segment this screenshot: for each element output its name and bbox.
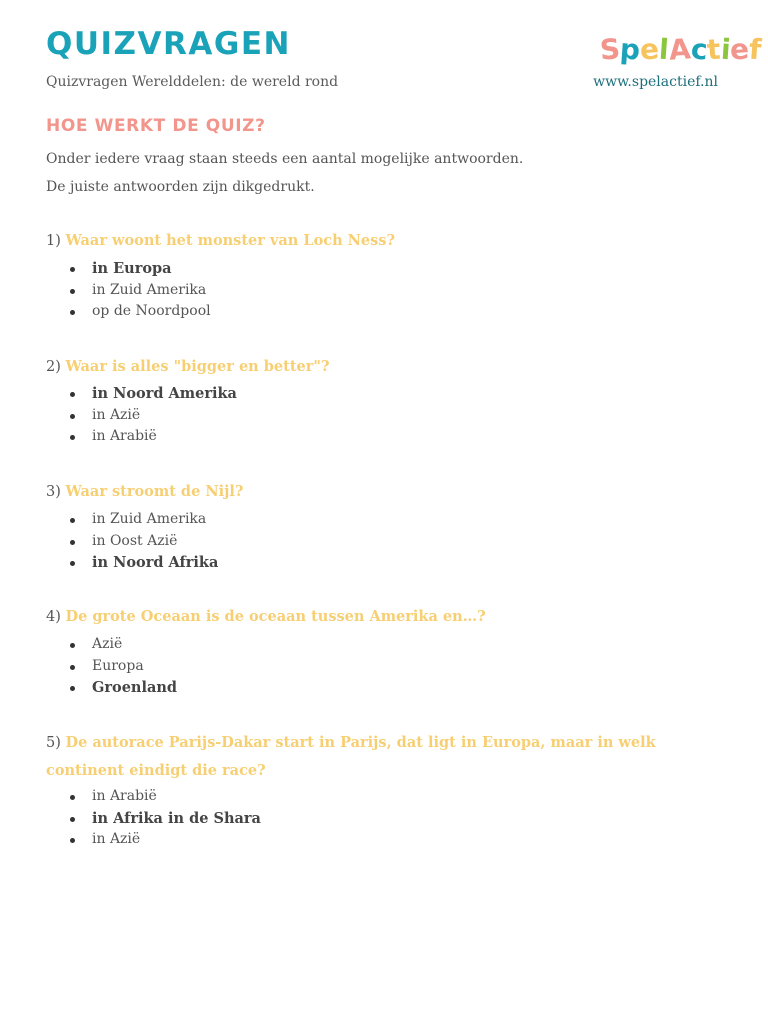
answer-item: in Europa — [70, 258, 211, 280]
answer-item: in Zuid Amerika — [70, 509, 218, 531]
logo-letter: l — [658, 32, 671, 67]
logo-letter: c — [689, 32, 709, 67]
intro-line-2: De juiste antwoorden zijn dikgedrukt. — [46, 179, 315, 195]
how-it-works-heading: HOE WERKT DE QUIZ? — [46, 116, 266, 136]
question-3 — [46, 478, 722, 506]
answer-item: in Azië — [70, 829, 261, 851]
answer-item: Europa — [70, 656, 177, 678]
question-text: Waar stroomt de Nijl? — [65, 483, 244, 500]
answer-item: Groenland — [70, 677, 177, 699]
question-2 — [46, 353, 722, 381]
question-5 — [46, 729, 722, 785]
page-subtitle: Quizvragen Werelddelen: de wereld rond — [46, 74, 339, 90]
website-link[interactable]: www.spelactief.nl — [593, 74, 718, 90]
answer-item: Azië — [70, 634, 177, 656]
question-number: 5) — [46, 735, 61, 751]
question-number: 4) — [46, 609, 61, 625]
answer-item: in Arabië — [70, 426, 237, 448]
question-number: 3) — [46, 484, 61, 500]
logo-letter: e — [728, 32, 751, 67]
answer-item: in Azië — [70, 405, 237, 427]
answer-item: in Arabië — [70, 786, 261, 808]
answer-item: in Oost Azië — [70, 531, 218, 553]
answer-list-5 — [70, 786, 261, 851]
logo-letter: t — [705, 32, 722, 67]
answer-item: op de Noordpool — [70, 301, 211, 323]
logo-letter: e — [639, 32, 661, 67]
logo-letter: f — [748, 32, 763, 67]
question-text: De grote Oceaan is de oceaan tussen Amerika en…? — [65, 608, 486, 625]
page-title: QUIZVRAGEN — [46, 26, 291, 62]
answer-list-4 — [70, 634, 177, 699]
logo-letter: S — [598, 32, 622, 67]
question-number: 2) — [46, 359, 61, 375]
logo-letter: p — [619, 32, 642, 67]
answer-item: in Afrika in de Shara — [70, 808, 261, 830]
answer-list-1 — [70, 258, 211, 323]
question-number: 1) — [46, 233, 61, 249]
logo-letter: A — [667, 32, 692, 67]
logo-letter: i — [719, 32, 732, 67]
intro-line-1: Onder iedere vraag staan steeds een aantal mogelijke antwoorden. — [46, 151, 524, 167]
question-text: De autorace Parijs-Dakar start in Parijs, dat ligt in Europa, maar in welk continent eindigt die race? — [46, 734, 656, 779]
question-text: Waar woont het monster van Loch Ness? — [65, 232, 395, 249]
spelactief-logo — [600, 30, 761, 70]
answer-item: in Zuid Amerika — [70, 280, 211, 302]
answer-item: in Noord Amerika — [70, 383, 237, 405]
answer-item: in Noord Afrika — [70, 552, 218, 574]
question-1 — [46, 227, 722, 255]
answer-list-3 — [70, 509, 218, 574]
answer-list-2 — [70, 383, 237, 448]
question-4 — [46, 603, 722, 631]
question-text: Waar is alles "bigger en better"? — [65, 358, 330, 375]
